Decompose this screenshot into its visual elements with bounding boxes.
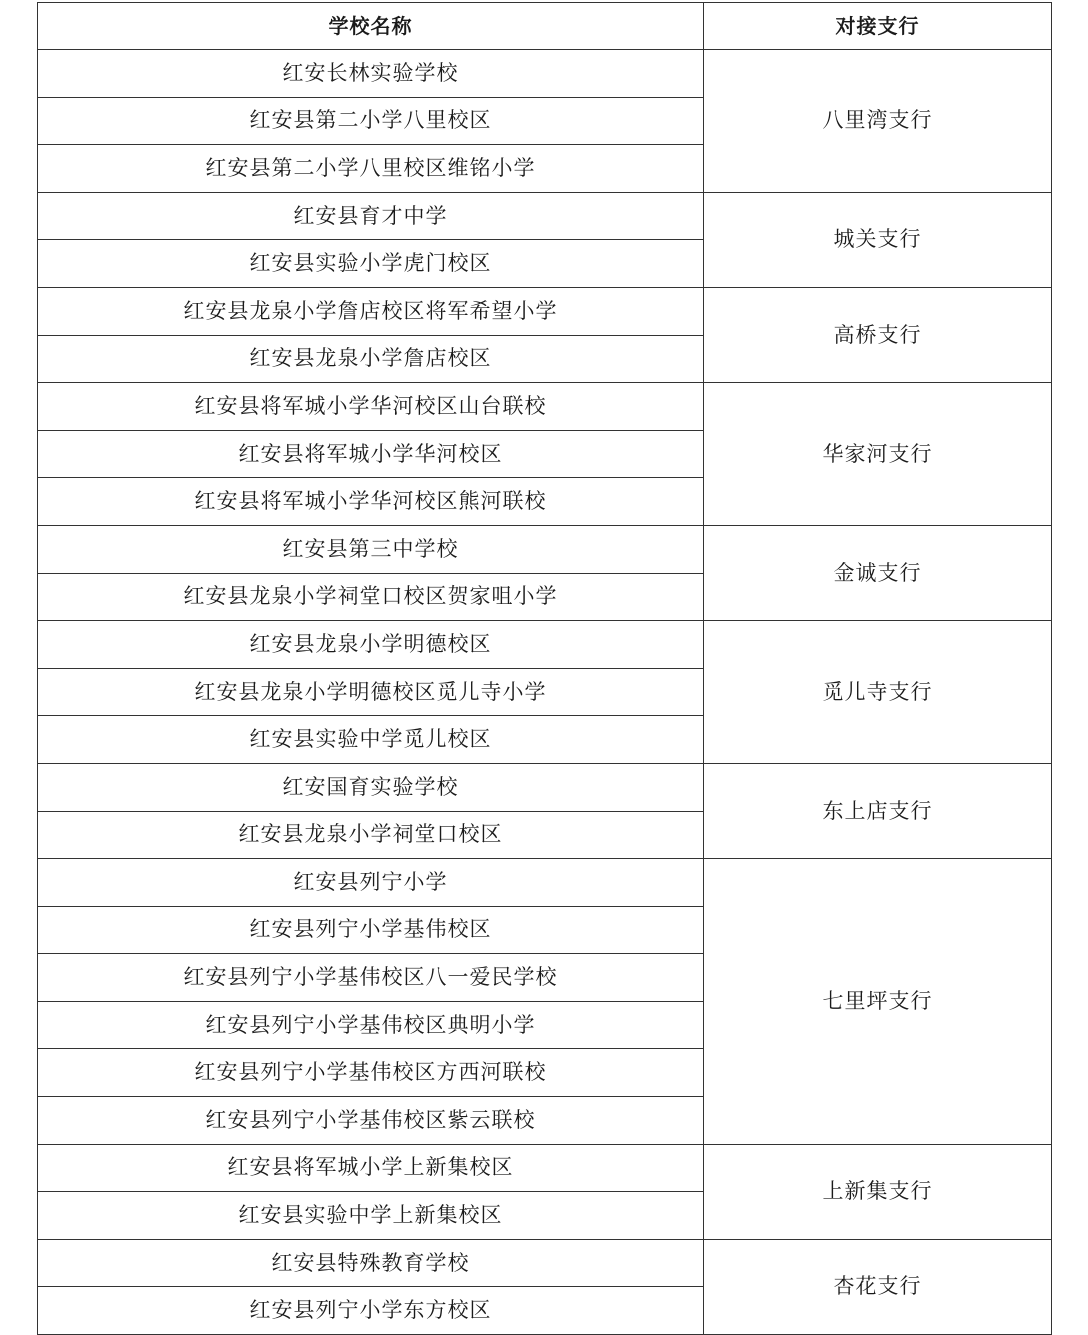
school-name-cell: 红安县列宁小学基伟校区典明小学 [38, 1001, 704, 1049]
school-name-cell: 红安县将军城小学华河校区山台联校 [38, 383, 704, 431]
branch-name-cell: 高桥支行 [704, 287, 1052, 382]
table-row [38, 383, 1052, 431]
school-name-cell: 红安县龙泉小学詹店校区 [38, 335, 704, 383]
school-name-cell: 红安长林实验学校 [38, 50, 704, 98]
table-row [38, 50, 1052, 98]
school-name-cell: 红安县列宁小学基伟校区紫云联校 [38, 1097, 704, 1145]
school-name-cell: 红安国育实验学校 [38, 763, 704, 811]
header-row [38, 3, 1052, 50]
school-name-cell: 红安县实验中学觅儿校区 [38, 716, 704, 764]
school-name-cell: 红安县第三中学校 [38, 525, 704, 573]
school-name-cell: 红安县列宁小学基伟校区八一爱民学校 [38, 954, 704, 1002]
school-name-cell: 红安县将军城小学上新集校区 [38, 1144, 704, 1192]
school-name-cell: 红安县将军城小学华河校区 [38, 430, 704, 478]
table-row [38, 287, 1052, 335]
school-name-cell: 红安县育才中学 [38, 192, 704, 240]
school-name-cell: 红安县将军城小学华河校区熊河联校 [38, 478, 704, 526]
branch-name-cell: 东上店支行 [704, 763, 1052, 858]
school-name-cell: 红安县列宁小学基伟校区方西河联校 [38, 1049, 704, 1097]
table-row [38, 525, 1052, 573]
branch-name-cell: 华家河支行 [704, 383, 1052, 526]
table-header [38, 3, 1052, 50]
school-name-cell: 红安县第二小学八里校区维铭小学 [38, 145, 704, 193]
school-name-cell: 红安县实验小学虎门校区 [38, 240, 704, 288]
school-name-cell: 红安县第二小学八里校区 [38, 97, 704, 145]
school-name-cell: 红安县特殊教育学校 [38, 1239, 704, 1287]
school-name-cell: 红安县龙泉小学祠堂口校区贺家咀小学 [38, 573, 704, 621]
school-name-cell: 红安县龙泉小学詹店校区将军希望小学 [38, 287, 704, 335]
school-branch-table [37, 2, 1052, 1335]
table-row [38, 1239, 1052, 1287]
branch-name-cell: 城关支行 [704, 192, 1052, 287]
table-row [38, 192, 1052, 240]
table-row [38, 621, 1052, 669]
school-name-cell: 红安县列宁小学 [38, 859, 704, 907]
table-row [38, 1144, 1052, 1192]
table-row [38, 763, 1052, 811]
table-body [38, 50, 1052, 1335]
school-name-cell: 红安县列宁小学东方校区 [38, 1287, 704, 1335]
school-name-cell: 红安县实验中学上新集校区 [38, 1192, 704, 1240]
branch-name-cell: 金诚支行 [704, 525, 1052, 620]
branch-name-cell: 七里坪支行 [704, 859, 1052, 1145]
header-branch-name: 对接支行 [704, 3, 1052, 50]
branch-name-cell: 上新集支行 [704, 1144, 1052, 1239]
table-row [38, 859, 1052, 907]
school-name-cell: 红安县龙泉小学明德校区觅儿寺小学 [38, 668, 704, 716]
school-name-cell: 红安县龙泉小学祠堂口校区 [38, 811, 704, 859]
branch-name-cell: 八里湾支行 [704, 50, 1052, 193]
school-name-cell: 红安县列宁小学基伟校区 [38, 906, 704, 954]
branch-name-cell: 觅儿寺支行 [704, 621, 1052, 764]
branch-name-cell: 杏花支行 [704, 1239, 1052, 1334]
school-name-cell: 红安县龙泉小学明德校区 [38, 621, 704, 669]
header-school-name: 学校名称 [38, 3, 704, 50]
